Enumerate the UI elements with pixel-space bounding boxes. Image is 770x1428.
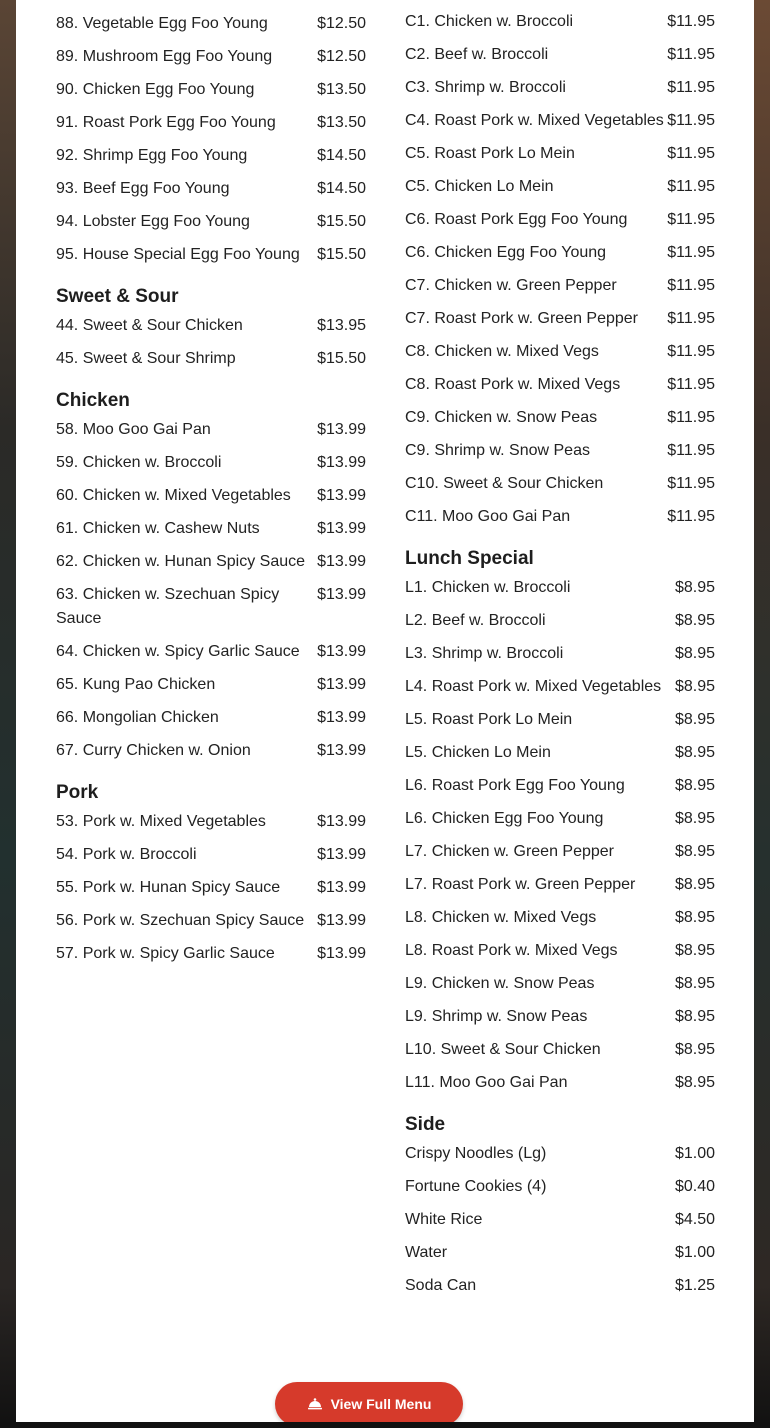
menu-item[interactable]	[405, 72, 715, 105]
menu-item-name: 63. Chicken w. Szechuan Spicy Sauce	[56, 586, 280, 627]
menu-item-name: 93. Beef Egg Foo Young	[56, 180, 230, 197]
menu-item[interactable]	[405, 369, 715, 402]
menu-item-name: 64. Chicken w. Spicy Garlic Sauce	[56, 643, 300, 660]
menu-item-name: C4. Roast Pork w. Mixed Vegetables	[405, 112, 664, 129]
menu-item-price: $8.95	[674, 711, 715, 728]
menu-item-name: C1. Chicken w. Broccoli	[405, 13, 574, 30]
section-title-text: Chicken	[56, 390, 130, 411]
menu-item-price: $13.99	[317, 421, 366, 438]
menu-item-name: L9. Shrimp w. Snow Peas	[405, 1008, 588, 1025]
menu-item-price: $15.50	[317, 350, 366, 367]
menu-item-price: $8.95	[674, 975, 715, 992]
menu-item-name: L1. Chicken w. Broccoli	[405, 579, 571, 596]
menu-item-price: $11.95	[667, 376, 715, 393]
background-right	[754, 0, 770, 1428]
menu-item-name: 62. Chicken w. Hunan Spicy Sauce	[56, 553, 306, 570]
menu-item[interactable]	[405, 39, 715, 72]
menu-item[interactable]	[405, 737, 715, 770]
menu-item-name: L11. Moo Goo Gai Pan	[405, 1074, 568, 1091]
menu-item-price: $14.50	[317, 147, 366, 164]
menu-item[interactable]	[405, 336, 715, 369]
section-title-text	[56, 0, 195, 1]
menu-item[interactable]	[405, 435, 715, 468]
menu-item-price: $8.95	[674, 612, 715, 629]
menu-item[interactable]	[56, 546, 366, 579]
menu-item-price: $8.95	[674, 942, 715, 959]
menu-item-name: 95. House Special Egg Foo Young	[56, 246, 300, 263]
menu-item-name: Fortune Cookies (4)	[405, 1178, 547, 1195]
menu-item-name: L5. Roast Pork Lo Mein	[405, 711, 573, 728]
menu-item[interactable]	[405, 1034, 715, 1067]
menu-item[interactable]	[56, 513, 366, 546]
menu-item-price: $1.00	[674, 1244, 715, 1261]
menu-item-name: C5. Chicken Lo Mein	[405, 178, 554, 195]
menu-item[interactable]	[56, 343, 366, 376]
menu-item-name: C8. Chicken w. Mixed Vegs	[405, 343, 599, 360]
menu-item-price: $11.95	[667, 79, 715, 96]
menu-item-price: $13.99	[317, 487, 366, 504]
menu-column-right	[405, 6, 715, 1303]
menu-item[interactable]	[405, 1138, 715, 1171]
menu-item[interactable]	[56, 239, 366, 272]
menu-item-price: $11.95	[667, 112, 715, 129]
menu-item[interactable]	[405, 1067, 715, 1100]
menu-item-price: $13.95	[317, 317, 366, 334]
menu-item-price: $11.95	[667, 310, 715, 327]
menu-item[interactable]	[56, 839, 366, 872]
menu-item[interactable]	[405, 935, 715, 968]
menu-item[interactable]	[56, 702, 366, 735]
menu-card	[16, 0, 754, 1422]
menu-item-price: $13.99	[317, 813, 366, 830]
menu-item[interactable]	[56, 140, 366, 173]
menu-item-name: L8. Roast Pork w. Mixed Vegs	[405, 942, 618, 959]
menu-item[interactable]	[405, 902, 715, 935]
menu-item[interactable]	[405, 303, 715, 336]
menu-item-name: 59. Chicken w. Broccoli	[56, 454, 222, 471]
menu-item[interactable]	[56, 872, 366, 905]
menu-item-price: $11.95	[667, 211, 715, 228]
menu-item-price: $8.95	[674, 777, 715, 794]
menu-item-price: $13.99	[317, 912, 366, 929]
menu-item-price: $11.95	[667, 508, 715, 525]
menu-item-price: $13.99	[317, 879, 366, 896]
menu-item[interactable]	[405, 803, 715, 836]
menu-item-name: L3. Shrimp w. Broccoli	[405, 645, 564, 662]
menu-item-name: C8. Roast Pork w. Mixed Vegs	[405, 376, 621, 393]
menu-item[interactable]	[56, 173, 366, 206]
menu-item-name: White Rice	[405, 1211, 483, 1228]
menu-item-name: 92. Shrimp Egg Foo Young	[56, 147, 248, 164]
view-full-menu-label: View Full Menu	[330, 1396, 432, 1412]
menu-item-name: L10. Sweet & Sour Chicken	[405, 1041, 601, 1058]
menu-item-price: $8.95	[674, 810, 715, 827]
menu-item-name: 58. Moo Goo Gai Pan	[56, 421, 211, 438]
menu-item-name: 55. Pork w. Hunan Spicy Sauce	[56, 879, 281, 896]
section-title-text: Side	[405, 1114, 446, 1135]
menu-item-name: Crispy Noodles (Lg)	[405, 1145, 547, 1162]
section-title	[56, 782, 366, 804]
menu-item-price: $11.95	[667, 475, 715, 492]
menu-item-price: $13.99	[317, 676, 366, 693]
menu-item-name: C6. Chicken Egg Foo Young	[405, 244, 607, 261]
menu-item-price: $11.95	[667, 145, 715, 162]
menu-column-left	[56, 0, 366, 971]
menu-item[interactable]	[56, 310, 366, 343]
menu-item-name: 53. Pork w. Mixed Vegetables	[56, 813, 266, 830]
bottom-bar	[0, 1422, 770, 1428]
menu-item-name: L7. Chicken w. Green Pepper	[405, 843, 615, 860]
menu-item-name: L9. Chicken w. Snow Peas	[405, 975, 595, 992]
menu-item-price: $8.95	[674, 843, 715, 860]
menu-item-name: C5. Roast Pork Lo Mein	[405, 145, 575, 162]
cloche-icon	[307, 1397, 323, 1411]
menu-item-name: C2. Beef w. Broccoli	[405, 46, 549, 63]
section-title-text: Pork	[56, 782, 99, 803]
menu-item-price: $11.95	[667, 442, 715, 459]
menu-item[interactable]	[405, 204, 715, 237]
menu-item[interactable]	[405, 1001, 715, 1034]
menu-item-price: $13.99	[317, 454, 366, 471]
menu-item-price: $15.50	[317, 213, 366, 230]
menu-item[interactable]	[56, 8, 366, 41]
menu-item[interactable]	[405, 171, 715, 204]
menu-item[interactable]	[405, 869, 715, 902]
menu-item[interactable]	[405, 402, 715, 435]
menu-item-name: C7. Roast Pork w. Green Pepper	[405, 310, 638, 327]
menu-item-name: 89. Mushroom Egg Foo Young	[56, 48, 273, 65]
menu-item-name: C11. Moo Goo Gai Pan	[405, 508, 571, 525]
menu-item-name: 57. Pork w. Spicy Garlic Sauce	[56, 945, 275, 962]
menu-item-price: $8.95	[674, 909, 715, 926]
menu-item-name: L2. Beef w. Broccoli	[405, 612, 546, 629]
menu-item[interactable]	[405, 237, 715, 270]
menu-item-price: $11.95	[667, 409, 715, 426]
menu-item-name: L6. Chicken Egg Foo Young	[405, 810, 604, 827]
section-title	[405, 1114, 715, 1136]
menu-item-name: C7. Chicken w. Green Pepper	[405, 277, 617, 294]
menu-item[interactable]	[405, 836, 715, 869]
menu-item-price: $13.99	[317, 945, 366, 962]
menu-item-price: $8.95	[674, 744, 715, 761]
menu-item[interactable]	[405, 704, 715, 737]
section-title-text: Lunch Special	[405, 548, 534, 569]
menu-item[interactable]	[405, 770, 715, 803]
menu-item[interactable]	[56, 735, 366, 768]
menu-item[interactable]	[405, 638, 715, 671]
menu-item-name: 61. Chicken w. Cashew Nuts	[56, 520, 260, 537]
menu-item-price: $11.95	[667, 178, 715, 195]
menu-item-name: 90. Chicken Egg Foo Young	[56, 81, 255, 98]
menu-item[interactable]	[56, 669, 366, 702]
menu-item[interactable]	[405, 1237, 715, 1270]
menu-item-price: $11.95	[667, 343, 715, 360]
menu-item-price: $8.95	[674, 876, 715, 893]
view-full-menu-button[interactable]	[275, 1382, 463, 1426]
menu-item[interactable]	[405, 1204, 715, 1237]
menu-item-price: $12.50	[317, 48, 366, 65]
menu-item-price: $11.95	[667, 277, 715, 294]
menu-item-name: 66. Mongolian Chicken	[56, 709, 219, 726]
menu-item-price: $13.50	[317, 114, 366, 131]
menu-item[interactable]	[405, 1171, 715, 1204]
menu-item[interactable]	[405, 270, 715, 303]
section-title	[405, 548, 715, 570]
menu-item-name: C3. Shrimp w. Broccoli	[405, 79, 566, 96]
menu-item-name: 67. Curry Chicken w. Onion	[56, 742, 251, 759]
menu-item-price: $11.95	[667, 244, 715, 261]
menu-item-name: Soda Can	[405, 1277, 477, 1294]
menu-item-name: 65. Kung Pao Chicken	[56, 676, 216, 693]
menu-item[interactable]	[405, 501, 715, 534]
menu-item-name: 88. Vegetable Egg Foo Young	[56, 15, 268, 32]
menu-item[interactable]	[56, 74, 366, 107]
menu-item[interactable]	[56, 905, 366, 938]
menu-item-price: $8.95	[674, 645, 715, 662]
menu-item-name: C9. Chicken w. Snow Peas	[405, 409, 598, 426]
menu-item-price: $1.25	[674, 1277, 715, 1294]
background-left	[0, 0, 16, 1428]
menu-item-price: $8.95	[674, 1041, 715, 1058]
menu-item-name: L5. Chicken Lo Mein	[405, 744, 551, 761]
menu-item-price: $8.95	[674, 1008, 715, 1025]
menu-item-price: $14.50	[317, 180, 366, 197]
menu-item[interactable]	[56, 206, 366, 239]
menu-item-name: Water	[405, 1244, 448, 1261]
menu-item-price: $13.99	[317, 586, 366, 603]
section-title	[56, 0, 366, 6]
menu-item[interactable]	[56, 579, 366, 636]
menu-item-price: $13.99	[317, 553, 366, 570]
menu-item-name: L6. Roast Pork Egg Foo Young	[405, 777, 625, 794]
menu-item-price: $11.95	[667, 46, 715, 63]
menu-item[interactable]	[405, 968, 715, 1001]
menu-item-price: $13.99	[317, 846, 366, 863]
menu-item-price: $13.99	[317, 709, 366, 726]
menu-item[interactable]	[405, 1270, 715, 1303]
menu-item[interactable]	[56, 480, 366, 513]
menu-item-name: C10. Sweet & Sour Chicken	[405, 475, 604, 492]
menu-item-name: L7. Roast Pork w. Green Pepper	[405, 876, 636, 893]
menu-item[interactable]	[405, 6, 715, 39]
menu-item[interactable]	[405, 138, 715, 171]
menu-item-name: 94. Lobster Egg Foo Young	[56, 213, 250, 230]
menu-item-price: $12.50	[317, 15, 366, 32]
menu-item-name: L8. Chicken w. Mixed Vegs	[405, 909, 597, 926]
menu-item-price: $15.50	[317, 246, 366, 263]
menu-item[interactable]	[56, 447, 366, 480]
menu-item-name: 54. Pork w. Broccoli	[56, 846, 197, 863]
menu-item-price: $4.50	[674, 1211, 715, 1228]
menu-item[interactable]	[405, 468, 715, 501]
menu-item-name: C6. Roast Pork Egg Foo Young	[405, 211, 628, 228]
menu-item[interactable]	[56, 107, 366, 140]
menu-item-price: $0.40	[674, 1178, 715, 1195]
menu-item[interactable]	[56, 636, 366, 669]
menu-item[interactable]	[56, 938, 366, 971]
menu-item-price: $13.99	[317, 643, 366, 660]
menu-item[interactable]	[56, 41, 366, 74]
menu-item-name: 45. Sweet & Sour Shrimp	[56, 350, 236, 367]
menu-item-price: $13.99	[317, 742, 366, 759]
section-title	[56, 390, 366, 412]
menu-item[interactable]	[56, 806, 366, 839]
menu-item[interactable]	[405, 605, 715, 638]
menu-item-price: $8.95	[674, 1074, 715, 1091]
menu-item[interactable]	[405, 105, 715, 138]
menu-item-name: 44. Sweet & Sour Chicken	[56, 317, 243, 334]
menu-item-name: C9. Shrimp w. Snow Peas	[405, 442, 590, 459]
menu-item[interactable]	[405, 671, 715, 704]
menu-item-price: $8.95	[674, 678, 715, 695]
menu-item-name: L4. Roast Pork w. Mixed Vegetables	[405, 678, 662, 695]
menu-item-price: $13.99	[317, 520, 366, 537]
menu-item-price: $8.95	[674, 579, 715, 596]
section-title-text: Sweet & Sour	[56, 286, 179, 307]
menu-item-name: 56. Pork w. Szechuan Spicy Sauce	[56, 912, 305, 929]
menu-item-name: 60. Chicken w. Mixed Vegetables	[56, 487, 291, 504]
menu-item-price: $1.00	[674, 1145, 715, 1162]
menu-item[interactable]	[405, 572, 715, 605]
menu-item-price: $11.95	[667, 13, 715, 30]
menu-item-price: $13.50	[317, 81, 366, 98]
menu-item[interactable]	[56, 414, 366, 447]
section-title	[56, 286, 366, 308]
menu-item-name: 91. Roast Pork Egg Foo Young	[56, 114, 276, 131]
